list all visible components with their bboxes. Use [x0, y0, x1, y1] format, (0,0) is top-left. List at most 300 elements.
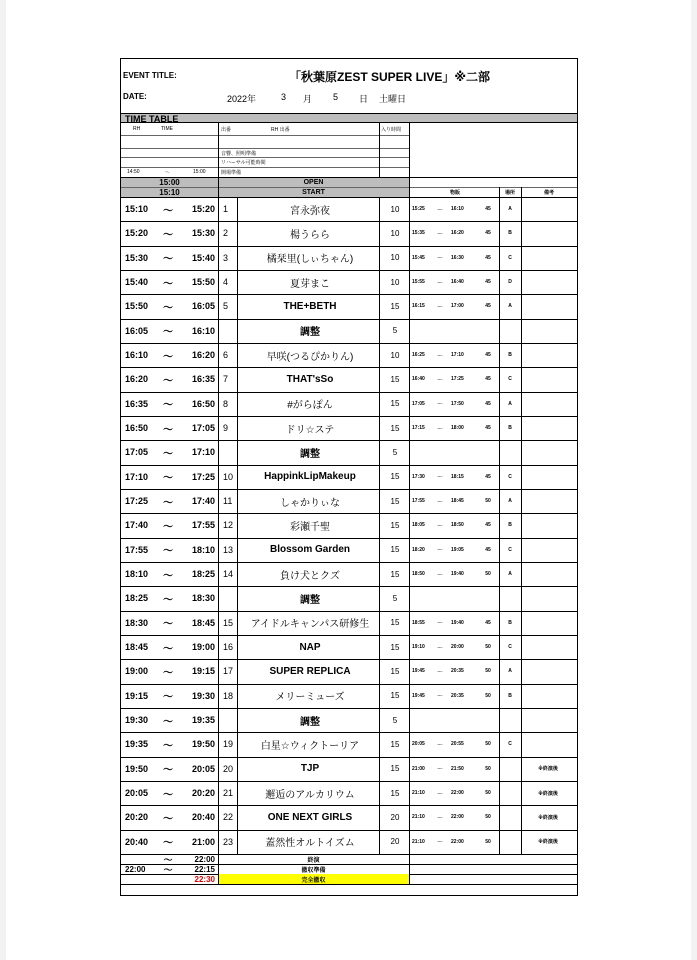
row-tilde: 〜	[163, 302, 173, 314]
row-goods-start: 16:25	[412, 352, 425, 359]
row-goods-end: 20:35	[451, 692, 464, 699]
row-goods-duration: 45	[485, 473, 491, 480]
row-performer-name: 邂逅のアルカリウム	[265, 789, 355, 801]
row-goods-duration: 50	[485, 498, 491, 505]
row-note	[519, 562, 577, 586]
row-number	[223, 586, 237, 610]
row-end-time: 17:40	[191, 496, 215, 507]
row-performer-name: メリーミューズ	[275, 692, 345, 704]
row-goods-duration: 50	[485, 790, 491, 797]
row-duration: 5	[392, 447, 398, 457]
row-start-time: 20:20	[125, 812, 149, 823]
table-row	[121, 246, 577, 270]
row-goods-end: 18:15	[451, 473, 464, 480]
table-row	[121, 684, 577, 708]
row-performer-name: SUPER REPLICA	[269, 665, 351, 677]
row-goods-duration: 45	[485, 303, 491, 310]
row-note: ※終演後	[538, 766, 558, 773]
table-row	[121, 562, 577, 586]
row-goods-start	[412, 708, 434, 732]
row-duration: 15	[390, 423, 400, 433]
row-goods-duration: 45	[485, 546, 491, 553]
row-performer-name: 調整	[300, 594, 320, 606]
row-number	[223, 440, 237, 464]
row-start-time: 16:05	[125, 325, 149, 336]
row-goods-end: 21:50	[451, 765, 464, 772]
row-place: B	[508, 619, 512, 626]
col-note: 備考	[543, 189, 554, 196]
row-start-time: 18:10	[125, 569, 149, 580]
row-place: A	[508, 400, 512, 407]
footer-end-time: 22:30	[194, 874, 215, 884]
row-end-time: 20:05	[191, 763, 215, 774]
row-goods-tilde: 〜	[436, 815, 443, 822]
row-tilde: 〜	[163, 205, 173, 217]
row-number: 15	[223, 617, 234, 628]
row-note	[519, 708, 577, 732]
row-goods-start: 21:10	[412, 790, 425, 797]
row-end-time: 15:40	[191, 252, 215, 263]
row-number: 7	[223, 374, 229, 385]
row-note	[519, 319, 577, 343]
row-goods-duration: 45	[485, 425, 491, 432]
row-performer-name: 調整	[300, 716, 320, 728]
row-start-time: 17:25	[125, 496, 149, 507]
row-duration: 15	[390, 472, 400, 482]
row-number: 16	[223, 642, 234, 653]
row-goods-end	[451, 586, 477, 610]
footer-label: 完全撤収	[218, 874, 409, 884]
start-label: START	[302, 188, 325, 196]
row-performer-name: NAP	[299, 641, 321, 653]
row-duration: 5	[392, 593, 398, 603]
row-goods-start	[412, 440, 434, 464]
row-performer-name: 負け犬とクズ	[280, 570, 340, 582]
row-goods-start: 18:50	[412, 571, 425, 578]
row-place	[501, 830, 519, 854]
row-end-time: 17:05	[191, 423, 215, 434]
table-row	[121, 270, 577, 294]
row-goods-duration	[478, 319, 498, 343]
row-goods-duration: 50	[485, 741, 491, 748]
row-place: A	[508, 498, 512, 505]
row-start-time: 16:50	[125, 423, 149, 434]
row-goods-end: 18:45	[451, 498, 464, 505]
row-start-time: 19:15	[125, 690, 149, 701]
row-tilde: 〜	[163, 424, 173, 436]
row-start-time: 15:10	[125, 204, 149, 215]
table-row	[121, 221, 577, 245]
row-goods-start: 17:15	[412, 425, 425, 432]
row-place: C	[508, 546, 512, 553]
row-end-time: 16:50	[191, 398, 215, 409]
row-goods-tilde: 〜	[436, 791, 443, 798]
table-row	[121, 635, 577, 659]
row-note	[519, 367, 577, 391]
row-goods-end: 20:55	[451, 741, 464, 748]
row-goods-duration: 50	[485, 692, 491, 699]
row-tilde: 〜	[163, 278, 173, 290]
row-place: C	[508, 473, 512, 480]
row-performer-name: THE+BETH	[283, 300, 337, 312]
row-number: 17	[223, 666, 234, 677]
row-place	[501, 708, 519, 732]
row-place: B	[508, 230, 512, 237]
row-tilde: 〜	[163, 473, 173, 485]
row-goods-duration: 45	[485, 279, 491, 286]
row-number: 21	[223, 788, 234, 799]
row-start-time: 15:40	[125, 277, 149, 288]
row-number: 8	[223, 398, 229, 409]
table-row	[121, 294, 577, 318]
footer-tilde	[161, 874, 175, 884]
row-goods-end: 22:00	[451, 814, 464, 821]
row-goods-tilde: 〜	[436, 402, 443, 409]
row-goods-start: 16:40	[412, 376, 425, 383]
row-goods-duration: 45	[485, 522, 491, 529]
table-row	[121, 319, 577, 343]
row-duration: 15	[390, 374, 400, 384]
table-row	[121, 611, 577, 635]
row-number: 22	[223, 812, 234, 823]
prep-label: 開場準備	[221, 170, 242, 176]
row-end-time: 16:10	[191, 325, 215, 336]
footer-row	[121, 854, 577, 864]
row-goods-duration: 50	[485, 668, 491, 675]
row-note	[519, 611, 577, 635]
row-goods-tilde: 〜	[436, 256, 443, 263]
row-end-time: 20:20	[191, 788, 215, 799]
row-place	[501, 757, 519, 781]
row-goods-duration: 45	[485, 230, 491, 237]
row-goods-duration: 45	[485, 376, 491, 383]
row-end-time: 16:35	[191, 374, 215, 385]
footer-end-time: 22:00	[194, 854, 215, 864]
row-goods-tilde: 〜	[436, 694, 443, 701]
row-tilde: 〜	[163, 643, 173, 655]
row-goods-tilde: 〜	[436, 304, 443, 311]
row-goods-end: 16:40	[451, 279, 464, 286]
row-number: 4	[223, 277, 229, 288]
row-tilde: 〜	[163, 375, 173, 387]
row-duration: 15	[390, 569, 400, 579]
row-duration: 10	[390, 277, 400, 287]
row-goods-tilde: 〜	[436, 523, 443, 530]
row-performer-name: 夏芽まこ	[290, 278, 330, 290]
row-goods-tilde: 〜	[436, 353, 443, 360]
col-performer: 出番	[221, 127, 232, 133]
row-start-time: 20:40	[125, 836, 149, 847]
start-time: 15:10	[159, 187, 180, 197]
row-goods-duration: 45	[485, 352, 491, 359]
table-row	[121, 757, 577, 781]
row-end-time: 18:45	[191, 617, 215, 628]
row-note: ※終演後	[538, 790, 558, 797]
row-duration: 15	[390, 399, 400, 409]
row-start-time: 20:05	[125, 788, 149, 799]
date-day-num: 5	[333, 92, 339, 102]
row-end-time: 16:05	[191, 301, 215, 312]
row-duration: 15	[390, 666, 400, 676]
row-number: 9	[223, 423, 229, 434]
row-note	[519, 440, 577, 464]
row-number: 11	[223, 496, 233, 507]
row-goods-duration: 50	[485, 838, 491, 845]
table-row	[121, 343, 577, 367]
table-row	[121, 781, 577, 805]
row-number: 19	[223, 739, 234, 750]
row-goods-end: 17:00	[451, 303, 464, 310]
row-tilde: 〜	[163, 327, 173, 339]
row-place: A	[508, 668, 512, 675]
row-start-time: 19:50	[125, 763, 149, 774]
row-performer-name: 宮永弥夜	[290, 205, 330, 217]
row-end-time: 18:25	[191, 569, 215, 580]
footer-row	[121, 874, 577, 884]
row-start-time: 19:00	[125, 666, 149, 677]
row-goods-duration: 50	[485, 571, 491, 578]
row-duration: 10	[390, 204, 400, 214]
row-goods-tilde: 〜	[436, 207, 443, 214]
row-note	[519, 294, 577, 318]
row-end-time: 17:25	[191, 471, 215, 482]
row-end-time: 18:30	[191, 593, 215, 604]
row-note	[519, 197, 577, 221]
row-start-time: 15:20	[125, 228, 149, 239]
footer-tilde: 〜	[163, 854, 173, 865]
col-rh: RH	[133, 126, 141, 132]
row-end-time: 19:30	[191, 690, 215, 701]
event-title: 「秋葉原ZEST SUPER LIVE」※二部	[289, 70, 491, 84]
row-tilde: 〜	[163, 400, 173, 412]
row-number: 20	[223, 763, 234, 774]
row-performer-name: 白星☆ウィクトーリア	[260, 740, 360, 752]
row-goods-start: 15:55	[412, 279, 425, 286]
row-duration: 15	[390, 618, 400, 628]
date-weekday: 土曜日	[379, 94, 407, 104]
table-row	[121, 538, 577, 562]
row-goods-start: 21:10	[412, 838, 425, 845]
row-place: B	[508, 692, 512, 699]
row-place	[501, 440, 519, 464]
row-goods-end: 18:00	[451, 425, 464, 432]
date-month-num: 3	[281, 92, 287, 102]
row-start-time: 19:30	[125, 715, 149, 726]
row-start-time: 15:50	[125, 301, 149, 312]
footer-label: 終演	[307, 857, 320, 864]
row-goods-tilde: 〜	[436, 499, 443, 506]
open-label: OPEN	[303, 178, 324, 186]
table-row	[121, 392, 577, 416]
footer-start-time	[125, 874, 161, 884]
row-start-time: 19:35	[125, 739, 149, 750]
row-end-time: 20:40	[191, 812, 215, 823]
row-goods-duration: 45	[485, 254, 491, 261]
row-place: D	[508, 279, 512, 286]
table-row	[121, 465, 577, 489]
row-goods-tilde: 〜	[436, 742, 443, 749]
row-duration: 15	[390, 764, 400, 774]
row-note	[519, 392, 577, 416]
footer-end-time: 22:15	[194, 864, 215, 874]
footer-label: 撤収準備	[301, 867, 326, 874]
row-note	[519, 465, 577, 489]
row-goods-tilde: 〜	[436, 767, 443, 774]
row-duration: 10	[390, 350, 400, 360]
row-duration: 15	[390, 642, 400, 652]
table-row	[121, 659, 577, 683]
row-start-time: 18:45	[125, 642, 149, 653]
row-note	[519, 489, 577, 513]
row-goods-start: 20:05	[412, 741, 425, 748]
row-place: A	[508, 571, 512, 578]
row-goods-end: 22:00	[451, 838, 464, 845]
row-goods-start: 21:10	[412, 814, 425, 821]
row-performer-name: しゃかりぃな	[280, 497, 340, 509]
row-goods-tilde: 〜	[436, 621, 443, 628]
row-goods-end: 16:20	[451, 230, 464, 237]
row-goods-start: 18:55	[412, 619, 425, 626]
time-table-sheet	[120, 58, 578, 896]
row-note	[519, 635, 577, 659]
row-goods-end: 16:30	[451, 254, 464, 261]
footer-tilde: 〜	[163, 864, 173, 875]
row-number: 3	[223, 252, 229, 263]
row-note	[519, 270, 577, 294]
row-goods-start	[412, 586, 434, 610]
row-place: C	[508, 254, 512, 261]
row-tilde: 〜	[163, 619, 173, 631]
row-tilde: 〜	[163, 789, 173, 801]
row-start-time: 17:55	[125, 544, 149, 555]
table-row	[121, 489, 577, 513]
row-goods-start: 19:45	[412, 668, 425, 675]
row-number: 23	[223, 836, 234, 847]
row-tilde: 〜	[163, 692, 173, 704]
row-place: C	[508, 376, 512, 383]
row-performer-name: 蓋然性オルトイズム	[265, 838, 355, 850]
row-performer-name: HappinkLipMakeup	[264, 471, 356, 483]
row-tilde: 〜	[163, 546, 173, 558]
row-goods-duration: 50	[485, 814, 491, 821]
row-goods-end: 16:10	[451, 206, 464, 213]
row-goods-end	[451, 708, 477, 732]
date-label: DATE:	[123, 92, 147, 101]
row-tilde: 〜	[163, 667, 173, 679]
row-duration: 5	[392, 326, 398, 336]
row-tilde: 〜	[163, 813, 173, 825]
row-place: A	[508, 206, 512, 213]
row-start-time: 16:35	[125, 398, 149, 409]
row-tilde: 〜	[163, 716, 173, 728]
row-performer-name: ONE NEXT GIRLS	[267, 811, 353, 823]
row-end-time: 18:10	[191, 544, 215, 555]
footer-start-time: 22:00	[125, 864, 146, 874]
row-place	[501, 319, 519, 343]
row-performer-name: #がらぽん	[287, 400, 333, 412]
row-number: 2	[223, 228, 229, 239]
table-row	[121, 586, 577, 610]
row-start-time: 16:10	[125, 350, 149, 361]
row-goods-tilde: 〜	[436, 669, 443, 676]
table-row	[121, 708, 577, 732]
table-row	[121, 416, 577, 440]
row-duration: 15	[390, 739, 400, 749]
row-goods-start	[412, 319, 434, 343]
row-goods-start: 19:10	[412, 644, 425, 651]
row-end-time: 17:10	[191, 447, 215, 458]
date-day: 日	[359, 94, 369, 104]
row-tilde: 〜	[163, 521, 173, 533]
open-time: 15:00	[159, 177, 180, 187]
row-note: ※終演後	[538, 839, 558, 846]
row-duration: 15	[390, 301, 400, 311]
row-tilde: 〜	[163, 570, 173, 582]
row-performer-name: 橘栞里(しぃちゃん)	[266, 254, 354, 266]
row-goods-duration: 50	[485, 765, 491, 772]
row-note: ※終演後	[538, 814, 558, 821]
row-tilde: 〜	[163, 229, 173, 241]
row-start-time: 15:30	[125, 252, 149, 263]
row-end-time: 16:20	[191, 350, 215, 361]
row-end-time: 17:55	[191, 520, 215, 531]
row-place: A	[508, 303, 512, 310]
row-tilde: 〜	[163, 497, 173, 509]
date-year: 2022年	[227, 94, 257, 104]
prep-tilde: 〜	[165, 170, 171, 176]
row-place: C	[508, 644, 512, 651]
row-goods-start: 15:25	[412, 206, 425, 213]
row-duration: 10	[390, 253, 400, 263]
row-duration: 15	[390, 520, 400, 530]
row-end-time: 19:50	[191, 739, 215, 750]
row-goods-duration	[478, 586, 498, 610]
row-start-time: 16:20	[125, 374, 149, 385]
row-number: 10	[223, 471, 234, 482]
row-performer-name: 彩瀬千聖	[290, 521, 330, 533]
table-row	[121, 830, 577, 854]
row-performer-name: 調整	[300, 448, 320, 460]
row-goods-start: 18:05	[412, 522, 425, 529]
row-goods-duration: 45	[485, 400, 491, 407]
row-start-time: 18:30	[125, 617, 149, 628]
row-goods-start: 21:00	[412, 765, 425, 772]
row-note	[519, 343, 577, 367]
row-tilde: 〜	[163, 740, 173, 752]
row-goods-tilde: 〜	[436, 548, 443, 555]
row-end-time: 19:35	[191, 715, 215, 726]
event-title-label: EVENT TITLE:	[123, 71, 177, 80]
time-table-title: TIME TABLE	[121, 113, 577, 123]
row-goods-start: 18:20	[412, 546, 425, 553]
row-goods-tilde: 〜	[436, 840, 443, 847]
row-goods-tilde: 〜	[436, 280, 443, 287]
footer-row	[121, 864, 577, 874]
row-tilde: 〜	[163, 448, 173, 460]
row-tilde: 〜	[163, 838, 173, 850]
table-row	[121, 732, 577, 756]
row-goods-duration: 45	[485, 206, 491, 213]
row-note	[519, 586, 577, 610]
row-duration: 20	[390, 837, 400, 847]
row-goods-end: 17:50	[451, 400, 464, 407]
col-goods: 物販	[449, 189, 460, 196]
row-place: B	[508, 352, 512, 359]
row-goods-end: 19:05	[451, 546, 464, 553]
row-goods-start: 19:45	[412, 692, 425, 699]
row-number: 1	[223, 204, 229, 215]
row-performer-name: 早咲(つるぴかりん)	[266, 351, 354, 363]
